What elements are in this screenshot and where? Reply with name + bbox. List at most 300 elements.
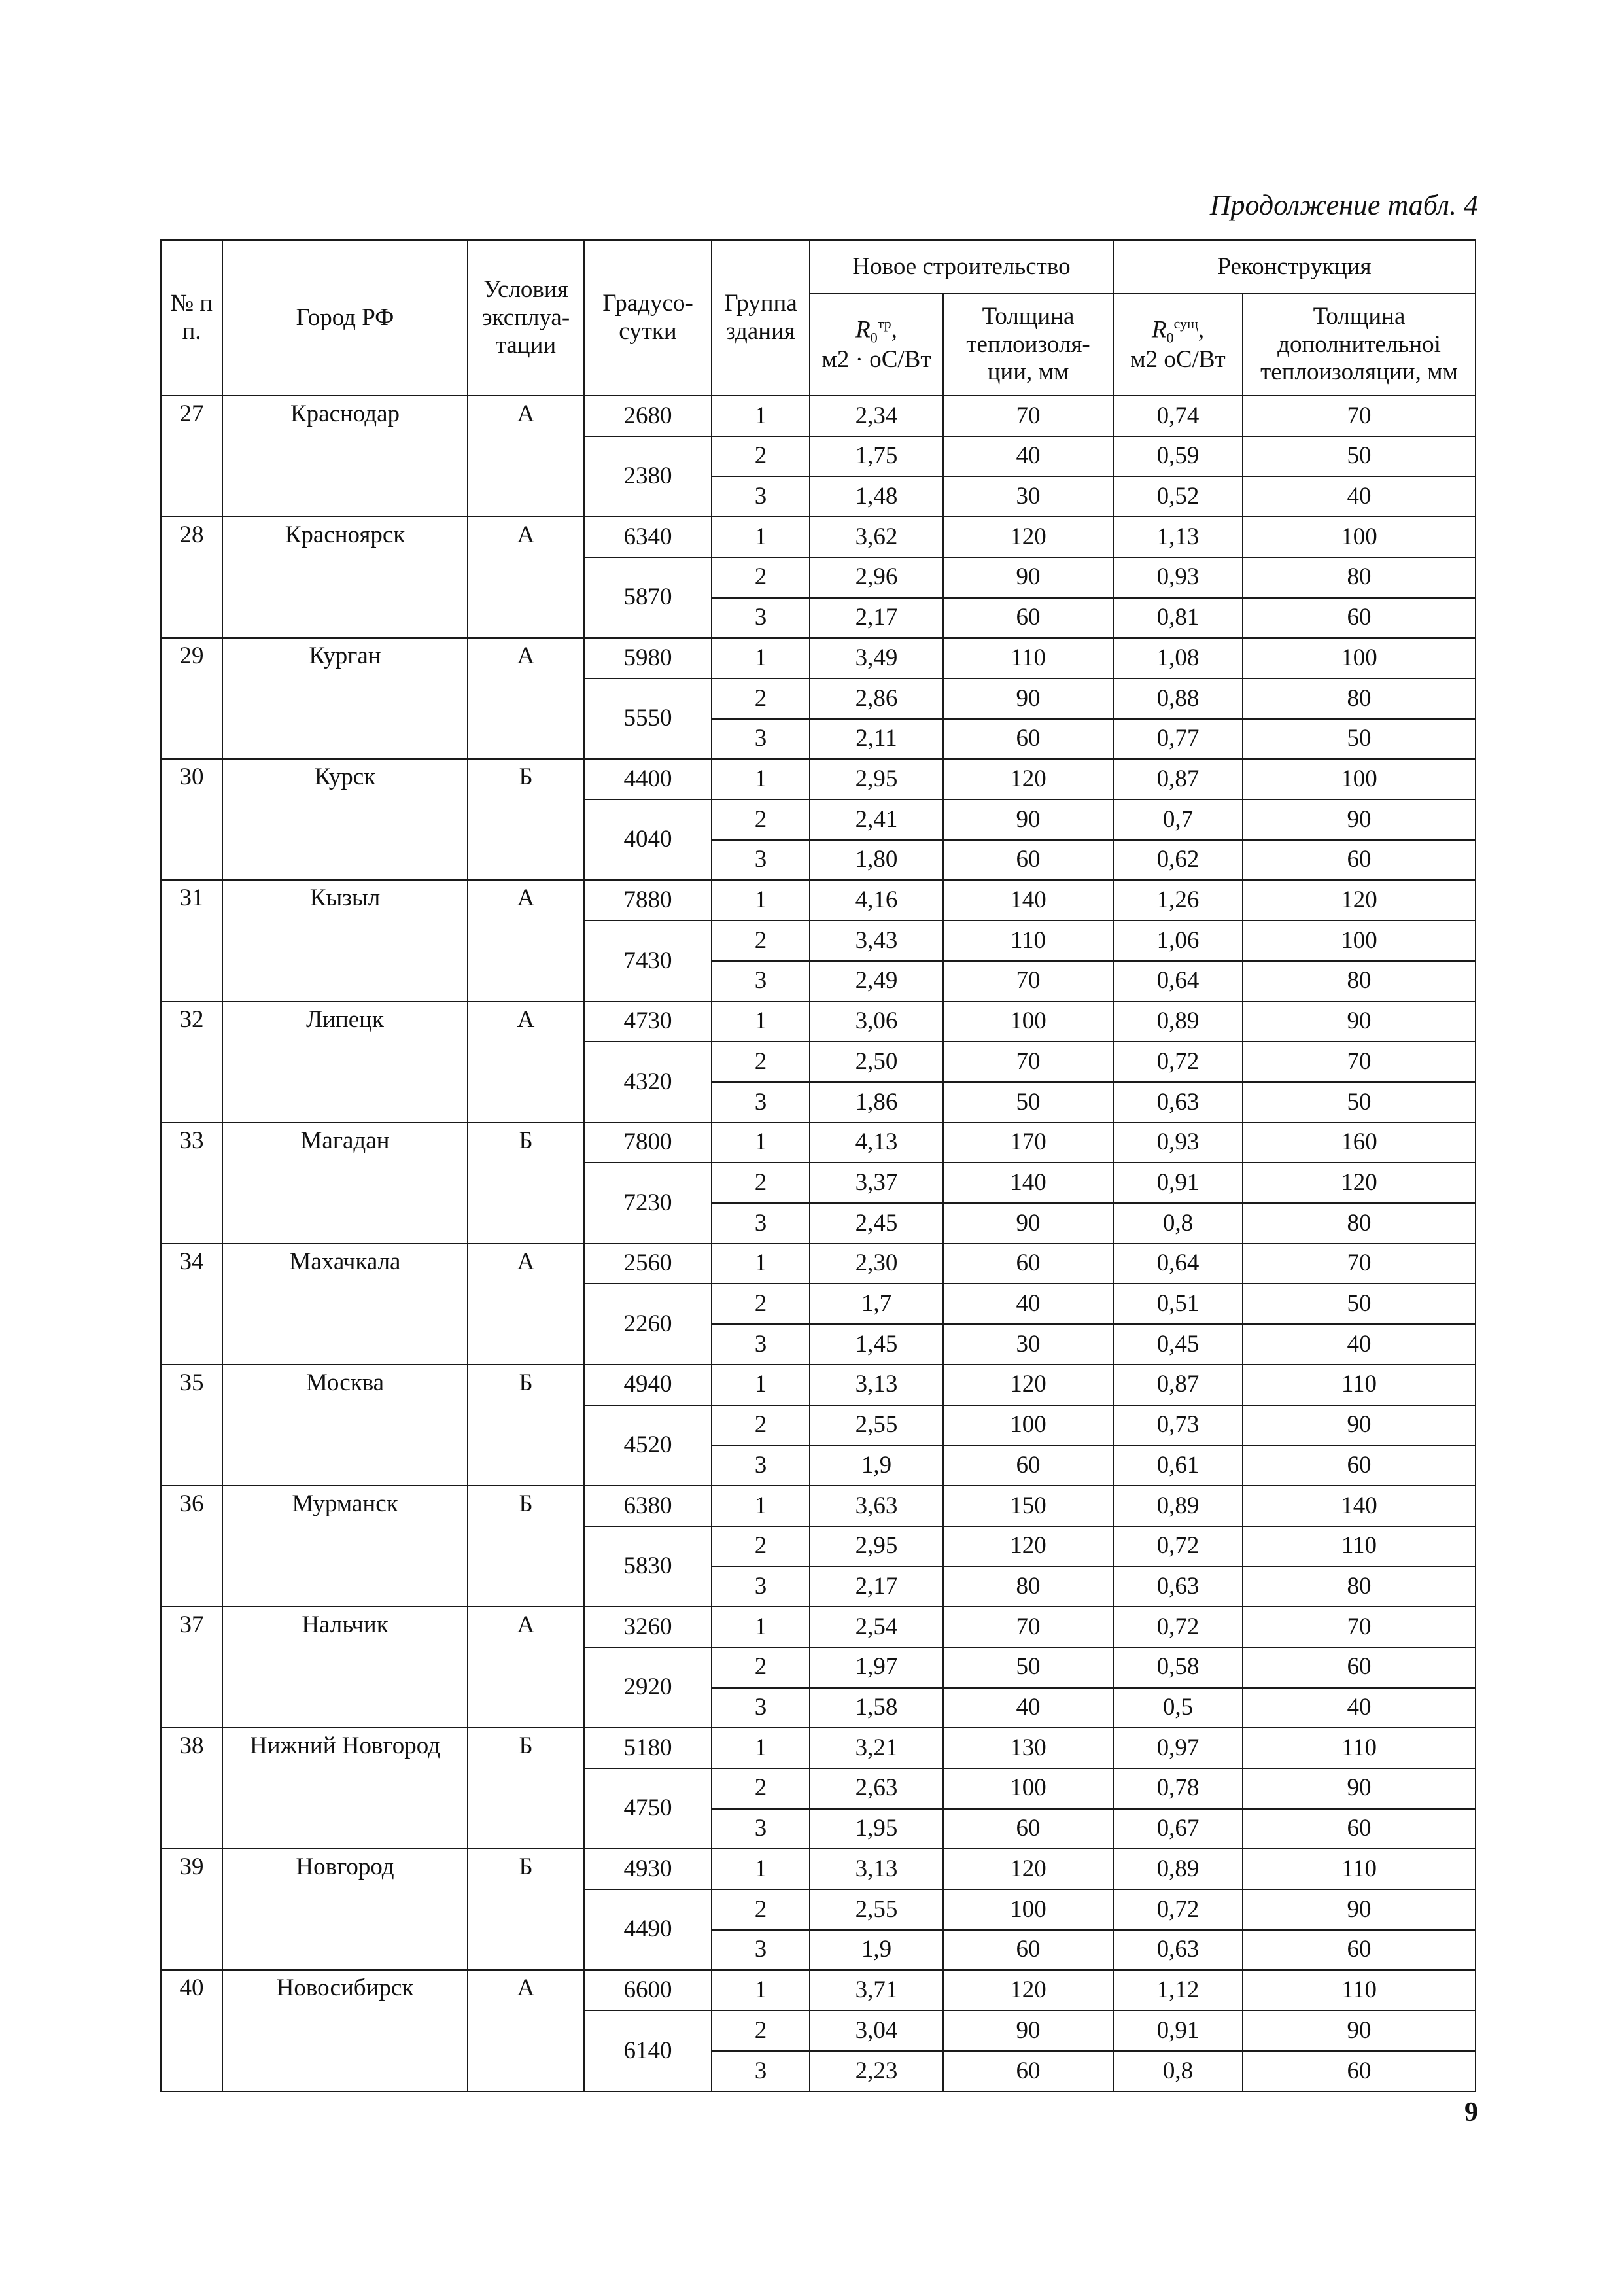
degree-days-cell: 4490 (584, 1889, 712, 1970)
r-existing-cell: 1,12 (1113, 1970, 1243, 2010)
thickness-new-cell: 90 (943, 557, 1113, 598)
thickness-new-cell: 30 (943, 1324, 1113, 1365)
thickness-additional-cell: 40 (1243, 1688, 1476, 1728)
thickness-additional-cell: 90 (1243, 1405, 1476, 1446)
r-required-cell: 3,04 (810, 2010, 943, 2051)
r-required-cell: 2,55 (810, 1889, 943, 1930)
r-existing-cell: 0,89 (1113, 1002, 1243, 1042)
r-existing-cell: 0,63 (1113, 1930, 1243, 1971)
r-required-cell: 2,30 (810, 1244, 943, 1284)
r-required-cell: 1,75 (810, 436, 943, 477)
thickness-new-cell: 70 (943, 961, 1113, 1002)
r-existing-cell: 0,64 (1113, 961, 1243, 1002)
thickness-additional-cell: 70 (1243, 396, 1476, 436)
header-group: Группа здания (712, 240, 810, 396)
thickness-additional-cell: 60 (1243, 1647, 1476, 1688)
r-required-cell: 2,86 (810, 678, 943, 719)
r-existing-cell: 0,87 (1113, 759, 1243, 799)
group-cell: 2 (712, 436, 810, 477)
city-cell: Липецк (222, 1002, 468, 1123)
degree-days-cell: 2560 (584, 1244, 712, 1284)
degree-days-cell: 2380 (584, 436, 712, 517)
r-required-cell: 1,9 (810, 1445, 943, 1486)
header-r-required: $R_0^{тр}$, м2 · oC/Вт (810, 294, 943, 396)
r-existing-cell: 0,72 (1113, 1607, 1243, 1647)
header-city: Город РФ (222, 240, 468, 396)
group-cell: 3 (712, 961, 810, 1002)
r-existing-cell: 0,73 (1113, 1405, 1243, 1446)
r-required-cell: 1,86 (810, 1082, 943, 1123)
thickness-new-cell: 30 (943, 476, 1113, 517)
thickness-new-cell: 60 (943, 1244, 1113, 1284)
thickness-new-cell: 90 (943, 1203, 1113, 1244)
r-required-cell: 2,17 (810, 1566, 943, 1607)
r-existing-cell: 0,89 (1113, 1486, 1243, 1526)
group-cell: 1 (712, 1365, 810, 1405)
degree-days-cell: 5870 (584, 557, 712, 638)
thickness-new-cell: 120 (943, 1970, 1113, 2010)
thickness-new-cell: 140 (943, 880, 1113, 920)
r-existing-cell: 0,97 (1113, 1728, 1243, 1768)
degree-days-cell: 4400 (584, 759, 712, 799)
thickness-new-cell: 100 (943, 1405, 1113, 1446)
group-cell: 3 (712, 840, 810, 881)
degree-days-cell: 4040 (584, 799, 712, 880)
conditions-cell: А (468, 1244, 584, 1365)
header-thickness-new: Толщина теплоизоля-ции, мм (943, 294, 1113, 396)
table-row (161, 880, 1476, 920)
conditions-cell: А (468, 1002, 584, 1123)
thickness-new-cell: 80 (943, 1566, 1113, 1607)
city-cell: Магадан (222, 1123, 468, 1244)
r-existing-cell: 0,58 (1113, 1647, 1243, 1688)
degree-days-cell: 5980 (584, 638, 712, 678)
header-thickness-additional: Толщина дополнительноi теплоизоляции, мм (1243, 294, 1476, 396)
group-cell: 2 (712, 1405, 810, 1446)
r-required-cell: 2,45 (810, 1203, 943, 1244)
thickness-new-cell: 40 (943, 1688, 1113, 1728)
thickness-new-cell: 170 (943, 1123, 1113, 1163)
thickness-new-cell: 60 (943, 1930, 1113, 1971)
conditions-cell: Б (468, 1728, 584, 1849)
degree-days-cell: 2260 (584, 1284, 712, 1364)
row-number-cell: 37 (161, 1607, 222, 1728)
r-existing-cell: 0,52 (1113, 476, 1243, 517)
degree-days-cell: 4520 (584, 1405, 712, 1486)
row-number-cell: 29 (161, 638, 222, 759)
thickness-additional-cell: 90 (1243, 1002, 1476, 1042)
group-cell: 2 (712, 1768, 810, 1809)
thickness-additional-cell: 100 (1243, 920, 1476, 961)
table-body (161, 396, 1476, 2092)
group-cell: 3 (712, 2051, 810, 2092)
thickness-additional-cell: 70 (1243, 1244, 1476, 1284)
thickness-new-cell: 120 (943, 1526, 1113, 1567)
city-cell: Нальчик (222, 1607, 468, 1728)
r-existing-cell: 0,8 (1113, 2051, 1243, 2092)
r-required-cell: 1,97 (810, 1647, 943, 1688)
group-cell: 2 (712, 799, 810, 840)
r-existing-cell: 1,06 (1113, 920, 1243, 961)
city-cell: Махачкала (222, 1244, 468, 1365)
group-cell: 2 (712, 2010, 810, 2051)
conditions-cell: А (468, 517, 584, 638)
thickness-additional-cell: 40 (1243, 1324, 1476, 1365)
city-cell: Москва (222, 1365, 468, 1486)
group-cell: 3 (712, 1324, 810, 1365)
thickness-new-cell: 40 (943, 1284, 1113, 1324)
r-required-cell: 2,11 (810, 719, 943, 760)
thickness-additional-cell: 50 (1243, 719, 1476, 760)
degree-days-cell: 2680 (584, 396, 712, 436)
r-existing-cell: 0,89 (1113, 1849, 1243, 1889)
header-conditions: Условия эксплуа-тации (468, 240, 584, 396)
group-cell: 3 (712, 598, 810, 639)
conditions-cell: А (468, 396, 584, 517)
page-number: 9 (1464, 2097, 1478, 2128)
thickness-additional-cell: 60 (1243, 1445, 1476, 1486)
row-number-cell: 35 (161, 1365, 222, 1486)
thickness-additional-cell: 160 (1243, 1123, 1476, 1163)
thickness-new-cell: 120 (943, 517, 1113, 557)
row-number-cell: 27 (161, 396, 222, 517)
degree-days-cell: 5550 (584, 678, 712, 759)
r-required-units: м2 · oC/Вт (821, 346, 931, 374)
thickness-additional-cell: 60 (1243, 1809, 1476, 1849)
conditions-cell: А (468, 638, 584, 759)
r-required-cell: 1,45 (810, 1324, 943, 1365)
thickness-additional-cell: 40 (1243, 476, 1476, 517)
r-required-cell: 1,80 (810, 840, 943, 881)
r-required-cell: 3,13 (810, 1365, 943, 1405)
city-cell: Новгород (222, 1849, 468, 1970)
r-existing-cell: 0,63 (1113, 1566, 1243, 1607)
r-existing-cell: 0,88 (1113, 678, 1243, 719)
r-required-cell: 3,37 (810, 1163, 943, 1203)
row-number-cell: 34 (161, 1244, 222, 1365)
r-existing-cell: 0,81 (1113, 598, 1243, 639)
group-cell: 3 (712, 1082, 810, 1123)
thickness-new-cell: 100 (943, 1768, 1113, 1809)
r-existing-cell: 0,59 (1113, 436, 1243, 477)
table-row (161, 638, 1476, 678)
thickness-additional-cell: 100 (1243, 638, 1476, 678)
r-existing-cell: 1,13 (1113, 517, 1243, 557)
thickness-additional-cell: 70 (1243, 1607, 1476, 1647)
r-required-cell: 3,62 (810, 517, 943, 557)
row-number-cell: 28 (161, 517, 222, 638)
r-required-cell: 2,95 (810, 759, 943, 799)
thickness-additional-cell: 90 (1243, 2010, 1476, 2051)
thickness-new-cell: 60 (943, 1809, 1113, 1849)
row-number-cell: 39 (161, 1849, 222, 1970)
thickness-new-cell: 50 (943, 1082, 1113, 1123)
r-existing-cell: 0,91 (1113, 1163, 1243, 1203)
r-required-symbol: R (855, 316, 871, 343)
conditions-cell: Б (468, 1486, 584, 1607)
r-required-sup: тр (877, 315, 891, 332)
r-required-cell: 3,43 (810, 920, 943, 961)
degree-days-cell: 4750 (584, 1768, 712, 1849)
thickness-new-cell: 60 (943, 2051, 1113, 2092)
thickness-additional-cell: 90 (1243, 799, 1476, 840)
degree-days-cell: 4730 (584, 1002, 712, 1042)
r-required-cell: 4,16 (810, 880, 943, 920)
degree-days-cell: 6140 (584, 2010, 712, 2092)
group-cell: 3 (712, 476, 810, 517)
city-cell: Новосибирск (222, 1970, 468, 2092)
r-existing-cell: 0,93 (1113, 1123, 1243, 1163)
group-cell: 1 (712, 880, 810, 920)
r-existing-cell: 0,67 (1113, 1809, 1243, 1849)
r-required-cell: 2,50 (810, 1042, 943, 1082)
r-required-cell: 2,17 (810, 598, 943, 639)
r-existing-cell: 1,08 (1113, 638, 1243, 678)
degree-days-cell: 6340 (584, 517, 712, 557)
group-cell: 3 (712, 1930, 810, 1971)
r-existing-cell: 0,78 (1113, 1768, 1243, 1809)
group-cell: 2 (712, 1163, 810, 1203)
thickness-new-cell: 140 (943, 1163, 1113, 1203)
row-number-cell: 36 (161, 1486, 222, 1607)
thickness-new-cell: 110 (943, 638, 1113, 678)
r-existing-cell: 0,45 (1113, 1324, 1243, 1365)
conditions-cell: Б (468, 1365, 584, 1486)
r-existing-cell: 0,5 (1113, 1688, 1243, 1728)
table-row (161, 1486, 1476, 1526)
thickness-additional-cell: 70 (1243, 1042, 1476, 1082)
r-required-cell: 3,21 (810, 1728, 943, 1768)
row-number-cell: 38 (161, 1728, 222, 1849)
thickness-additional-cell: 90 (1243, 1768, 1476, 1809)
r-required-cell: 1,9 (810, 1930, 943, 1971)
thickness-additional-cell: 60 (1243, 598, 1476, 639)
conditions-cell: Б (468, 759, 584, 880)
degree-days-cell: 6380 (584, 1486, 712, 1526)
thickness-additional-cell: 100 (1243, 759, 1476, 799)
group-cell: 1 (712, 1728, 810, 1768)
header-reconstruction: Реконструкция (1113, 240, 1476, 294)
r-required-cell: 2,96 (810, 557, 943, 598)
thickness-additional-cell: 50 (1243, 1082, 1476, 1123)
r-existing-symbol: R (1151, 316, 1167, 343)
r-existing-sup: сущ (1173, 315, 1198, 332)
thickness-new-cell: 110 (943, 920, 1113, 961)
thickness-additional-cell: 110 (1243, 1970, 1476, 2010)
degree-days-cell: 7430 (584, 920, 712, 1001)
conditions-cell: А (468, 880, 584, 1001)
r-required-cell: 2,23 (810, 2051, 943, 2092)
city-cell: Красноярск (222, 517, 468, 638)
table-row (161, 1123, 1476, 1163)
thickness-new-cell: 50 (943, 1647, 1113, 1688)
group-cell: 2 (712, 1647, 810, 1688)
thickness-new-cell: 120 (943, 1365, 1113, 1405)
conditions-cell: А (468, 1607, 584, 1728)
group-cell: 1 (712, 517, 810, 557)
thickness-additional-cell: 80 (1243, 557, 1476, 598)
thickness-new-cell: 70 (943, 396, 1113, 436)
r-required-cell: 3,13 (810, 1849, 943, 1889)
group-cell: 1 (712, 1002, 810, 1042)
thickness-new-cell: 70 (943, 1607, 1113, 1647)
degree-days-cell: 4940 (584, 1365, 712, 1405)
city-cell: Краснодар (222, 396, 468, 517)
group-cell: 1 (712, 1607, 810, 1647)
city-cell: Нижний Новгород (222, 1728, 468, 1849)
thickness-new-cell: 130 (943, 1728, 1113, 1768)
group-cell: 3 (712, 719, 810, 760)
r-required-sub: 0 (870, 329, 878, 346)
thickness-additional-cell: 60 (1243, 840, 1476, 881)
r-existing-units: м2 oC/Вт (1130, 346, 1226, 374)
thickness-additional-cell: 100 (1243, 517, 1476, 557)
group-cell: 3 (712, 1809, 810, 1849)
r-existing-cell: 0,77 (1113, 719, 1243, 760)
thickness-new-cell: 120 (943, 759, 1113, 799)
r-required-cell: 3,49 (810, 638, 943, 678)
header-row-1 (161, 240, 1476, 294)
conditions-cell: А (468, 1970, 584, 2092)
city-cell: Мурманск (222, 1486, 468, 1607)
table-row (161, 396, 1476, 436)
r-required-cell: 3,71 (810, 1970, 943, 2010)
thickness-additional-cell: 110 (1243, 1365, 1476, 1405)
r-required-cell: 1,95 (810, 1809, 943, 1849)
row-number-cell: 31 (161, 880, 222, 1001)
r-existing-sub: 0 (1166, 329, 1174, 346)
thickness-new-cell: 100 (943, 1002, 1113, 1042)
thickness-additional-cell: 50 (1243, 436, 1476, 477)
r-existing-cell: 0,62 (1113, 840, 1243, 881)
header-num: № п п. (161, 240, 222, 396)
r-existing-cell: 0,61 (1113, 1445, 1243, 1486)
group-cell: 2 (712, 1284, 810, 1324)
table-row (161, 1728, 1476, 1768)
thickness-new-cell: 40 (943, 436, 1113, 477)
r-existing-cell: 0,72 (1113, 1042, 1243, 1082)
table-row (161, 1970, 1476, 2010)
thickness-additional-cell: 80 (1243, 961, 1476, 1002)
thickness-new-cell: 100 (943, 1889, 1113, 1930)
degree-days-cell: 4930 (584, 1849, 712, 1889)
group-cell: 1 (712, 1123, 810, 1163)
degree-days-cell: 7230 (584, 1163, 712, 1243)
table-row (161, 1365, 1476, 1405)
thickness-additional-cell: 80 (1243, 1566, 1476, 1607)
group-cell: 1 (712, 759, 810, 799)
thickness-additional-cell: 120 (1243, 1163, 1476, 1203)
r-required-cell: 2,54 (810, 1607, 943, 1647)
group-cell: 1 (712, 396, 810, 436)
group-cell: 3 (712, 1566, 810, 1607)
group-cell: 2 (712, 1889, 810, 1930)
thickness-new-cell: 120 (943, 1849, 1113, 1889)
r-existing-cell: 1,26 (1113, 880, 1243, 920)
degree-days-cell: 3260 (584, 1607, 712, 1647)
thickness-additional-cell: 80 (1243, 1203, 1476, 1244)
r-required-cell: 1,48 (810, 476, 943, 517)
r-required-cell: 2,49 (810, 961, 943, 1002)
group-cell: 2 (712, 920, 810, 961)
degree-days-cell: 7880 (584, 880, 712, 920)
thickness-new-cell: 90 (943, 678, 1113, 719)
thickness-new-cell: 70 (943, 1042, 1113, 1082)
thickness-additional-cell: 110 (1243, 1728, 1476, 1768)
r-existing-cell: 0,63 (1113, 1082, 1243, 1123)
degree-days-cell: 5180 (584, 1728, 712, 1768)
thermal-insulation-table (160, 239, 1476, 2092)
table-row (161, 517, 1476, 557)
header-degree-days: Градусо-сутки (584, 240, 712, 396)
conditions-cell: Б (468, 1849, 584, 1970)
r-existing-cell: 0,64 (1113, 1244, 1243, 1284)
row-number-cell: 30 (161, 759, 222, 880)
r-existing-cell: 0,93 (1113, 557, 1243, 598)
r-required-cell: 1,58 (810, 1688, 943, 1728)
city-cell: Курск (222, 759, 468, 880)
thickness-additional-cell: 80 (1243, 678, 1476, 719)
r-existing-cell: 0,72 (1113, 1889, 1243, 1930)
group-cell: 3 (712, 1445, 810, 1486)
table-row (161, 1002, 1476, 1042)
r-required-cell: 2,63 (810, 1768, 943, 1809)
group-cell: 1 (712, 1970, 810, 2010)
thickness-additional-cell: 110 (1243, 1526, 1476, 1567)
degree-days-cell: 7800 (584, 1123, 712, 1163)
r-required-cell: 3,06 (810, 1002, 943, 1042)
row-number-cell: 33 (161, 1123, 222, 1244)
degree-days-cell: 2920 (584, 1647, 712, 1728)
degree-days-cell: 5830 (584, 1526, 712, 1607)
r-existing-cell: 0,8 (1113, 1203, 1243, 1244)
thickness-new-cell: 150 (943, 1486, 1113, 1526)
table-caption: Продолжение табл. 4 (1209, 189, 1478, 221)
r-existing-cell: 0,72 (1113, 1526, 1243, 1567)
r-required-cell: 2,34 (810, 396, 943, 436)
r-existing-cell: 0,74 (1113, 396, 1243, 436)
thickness-additional-cell: 50 (1243, 1284, 1476, 1324)
city-cell: Курган (222, 638, 468, 759)
thickness-new-cell: 90 (943, 799, 1113, 840)
thickness-additional-cell: 120 (1243, 880, 1476, 920)
thickness-additional-cell: 60 (1243, 2051, 1476, 2092)
r-existing-cell: 0,87 (1113, 1365, 1243, 1405)
thickness-additional-cell: 60 (1243, 1930, 1476, 1971)
table-row (161, 759, 1476, 799)
degree-days-cell: 6600 (584, 1970, 712, 2010)
r-existing-cell: 0,7 (1113, 799, 1243, 840)
conditions-cell: Б (468, 1123, 584, 1244)
group-cell: 1 (712, 1486, 810, 1526)
r-required-cell: 2,95 (810, 1526, 943, 1567)
r-required-cell: 3,63 (810, 1486, 943, 1526)
thickness-additional-cell: 140 (1243, 1486, 1476, 1526)
group-cell: 2 (712, 557, 810, 598)
degree-days-cell: 4320 (584, 1042, 712, 1122)
group-cell: 3 (712, 1203, 810, 1244)
city-cell: Кызыл (222, 880, 468, 1001)
r-required-cell: 4,13 (810, 1123, 943, 1163)
group-cell: 1 (712, 1244, 810, 1284)
row-number-cell: 32 (161, 1002, 222, 1123)
thickness-new-cell: 60 (943, 598, 1113, 639)
group-cell: 1 (712, 1849, 810, 1889)
r-existing-cell: 0,91 (1113, 2010, 1243, 2051)
r-existing-cell: 0,51 (1113, 1284, 1243, 1324)
r-required-cell: 2,55 (810, 1405, 943, 1446)
thickness-new-cell: 60 (943, 840, 1113, 881)
